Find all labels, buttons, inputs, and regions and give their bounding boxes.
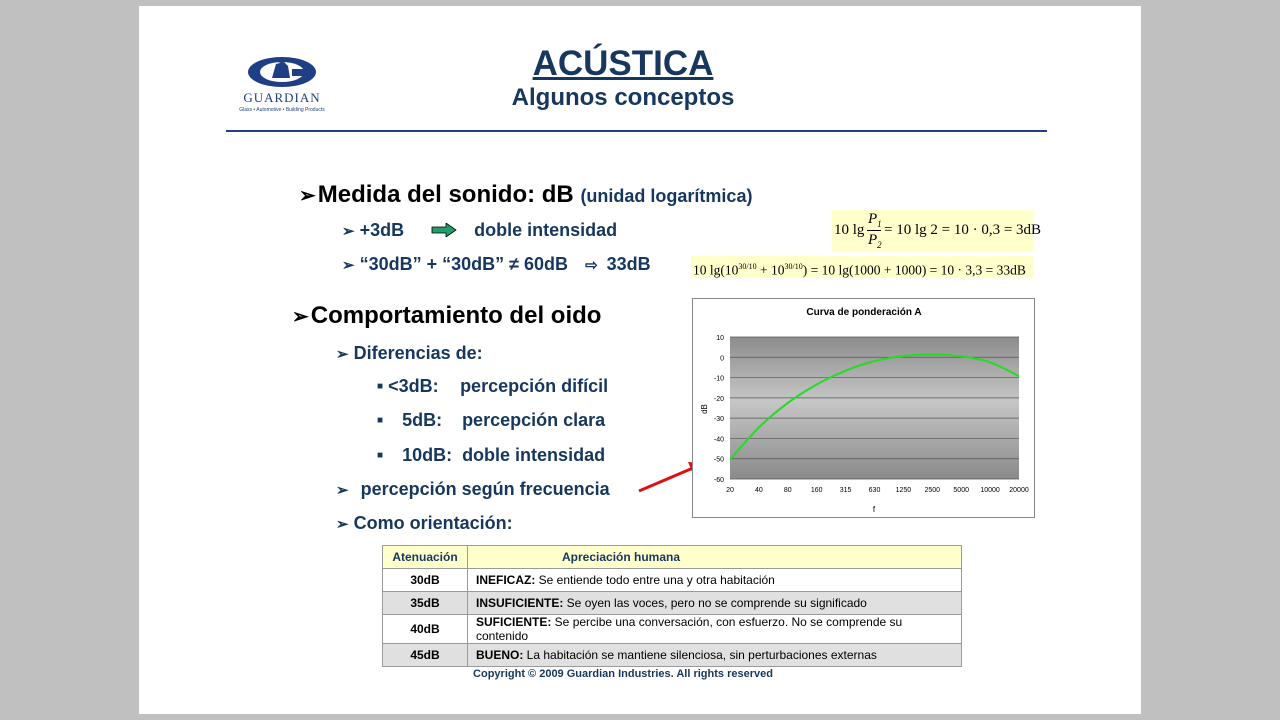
diff-text: doble intensidad [462,445,606,465]
chart-xtick-label: 160 [810,487,823,494]
formula-3db-rest: = 10 lg 2 = 10 · 0,3 = 3dB [884,222,1042,238]
freq-label-text: percepción según frecuencia [360,479,610,499]
table-cell-text: Se entiende todo entre una y otra habitación [535,573,775,587]
attenuation-table [382,545,962,667]
table-cell-text: La habitación se mantiene silenciosa, sin perturbaciones externas [523,648,877,662]
table-cell-label: BUENO: [476,648,524,662]
chart-ytick-label: -20 [713,395,724,403]
chart-ytick-label: 0 [720,355,724,363]
bullet-arrow-icon: ➢ [336,516,349,533]
diff-text: percepción clara [462,410,606,430]
chart-ytick-label: -10 [713,375,724,383]
table-cell-description [468,615,962,644]
bullet-arrow-icon: ➢ [336,482,349,499]
item2-right: 33dB [606,254,651,274]
chart-ylabel: dB [700,404,709,414]
bullet-arrow-icon: ➢ [342,257,355,274]
chart-ytick-label: -30 [713,416,724,424]
diff-text: percepción difícil [460,376,609,396]
page-subtitle: Algunos conceptos [511,84,735,111]
chart-xtick-label: 10000 [980,487,1000,494]
freq-item [336,479,610,500]
diff-label-text: Diferencias de: [353,343,483,363]
table-cell-attenuation: 35dB [383,592,468,615]
table-cell-attenuation: 30dB [383,569,468,592]
table-header: Apreciación humana [468,546,962,569]
chart-xtick-label: 630 [868,487,881,494]
diff-label [336,343,483,364]
chart-xtick-label: 20 [726,487,734,494]
formula-3db-den-sub: 2 [877,240,882,250]
chart-svg [693,299,1034,517]
table-row [383,569,962,592]
table-row [383,644,962,667]
section1-heading-note: (unidad logarítmica) [580,186,753,206]
table-cell-attenuation: 40dB [383,615,468,644]
chart-xtick-label: 1250 [895,487,912,494]
table-cell-text: Se percibe una conversación, con esfuerzo. No se comprende su contenido [476,615,903,643]
table-cell-description [468,592,962,615]
section2-heading [292,302,601,330]
bullet-square-icon: ■ [377,450,384,461]
table-cell-description [468,569,962,592]
formula-33db [691,256,1034,278]
chart-xtick-label: 80 [783,487,792,494]
item1-left: +3dB [359,220,405,240]
bullet-arrow-icon: ➢ [292,306,309,328]
bullet-square-icon: ■ [377,415,384,426]
chart-xtick-label: 5000 [953,487,969,494]
section1-heading-text: Medida del sonido: dB [317,181,574,208]
formula-3db [832,210,1042,252]
orient-label-text: Como orientación: [353,513,513,533]
formula-3db-numerator [868,211,882,229]
chart-xtick-label: 40 [755,487,763,494]
chart-ytick-label: -50 [713,456,724,464]
formula-3db-prefix: 10 lg [834,222,865,238]
chart-title: Curva de ponderación A [806,307,922,318]
chart-xtick-label: 20000 [1009,487,1029,494]
diff-value: <3dB: [388,376,439,396]
formula-33db-c: ) = 10 lg(1000 + 1000) = 10 · 3,3 = 33dB [802,262,1026,278]
formula-3db-num-sub: 1 [877,219,882,229]
table-header: Atenuación [383,546,468,569]
formula-33db-b: + 10 [756,262,785,278]
list-item [377,445,605,466]
fraction-bar [867,230,881,231]
copyright: Copyright © 2009 Guardian Industries. All rights reserved [473,668,773,680]
chart-xlabel: f [872,505,876,514]
slide [139,6,1141,714]
list-item [342,254,651,275]
list-item [377,410,605,431]
formula-3db-denominator [868,232,882,250]
item2-left: “30dB” + “30dB” ≠ 60dB [359,254,569,274]
page-title: ACÚSTICA [532,44,714,83]
table-cell-label: INSUFICIENTE: [476,596,564,610]
header-divider [226,130,1047,132]
formula-3db-num: P [868,211,878,227]
formula-33db-exp2: 30/10 [784,262,803,271]
logo-tagline: Glass • Automotive • Building Products [239,107,325,113]
section2-heading-text: Comportamiento del oido [310,302,602,329]
table-header-row [383,546,962,569]
list-item [342,220,617,241]
table-cell-attenuation: 45dB [383,644,468,667]
bullet-arrow-icon: ➢ [336,346,349,363]
a-weighting-chart [692,298,1035,518]
bullet-arrow-icon: ➢ [342,223,355,240]
diff-value: 5dB: [402,410,443,430]
chart-xtick-label: 2500 [924,487,941,494]
orient-item [336,513,513,534]
right-arrow-icon [431,223,457,237]
logo-wordmark: GUARDIAN [243,90,321,105]
section1-heading [299,181,752,209]
table-cell-text: Se oyen las voces, pero no se comprende su significado [563,596,867,610]
table-cell-label: SUFICIENTE: [476,615,552,629]
chart-ytick-label: -40 [713,436,724,444]
formula-33db-a: 10 lg(10 [693,262,739,278]
table-row [383,592,962,615]
chart-ytick-label: 10 [716,335,724,342]
list-item [377,376,608,397]
formula-33db-exp1: 30/10 [738,262,757,271]
formula-3db-den: P [868,232,878,248]
outline-arrow-icon: ⇨ [585,257,598,274]
table-cell-description [468,644,962,667]
bullet-square-icon: ■ [377,381,384,392]
bullet-arrow-icon: ➢ [299,185,316,207]
table-row [383,615,962,644]
table-cell-label: INEFICAZ: [476,573,536,587]
chart-ytick-label: -60 [713,477,724,484]
item1-right: doble intensidad [474,220,618,240]
chart-xtick-label: 315 [839,487,852,494]
diff-value: 10dB: [402,445,453,465]
